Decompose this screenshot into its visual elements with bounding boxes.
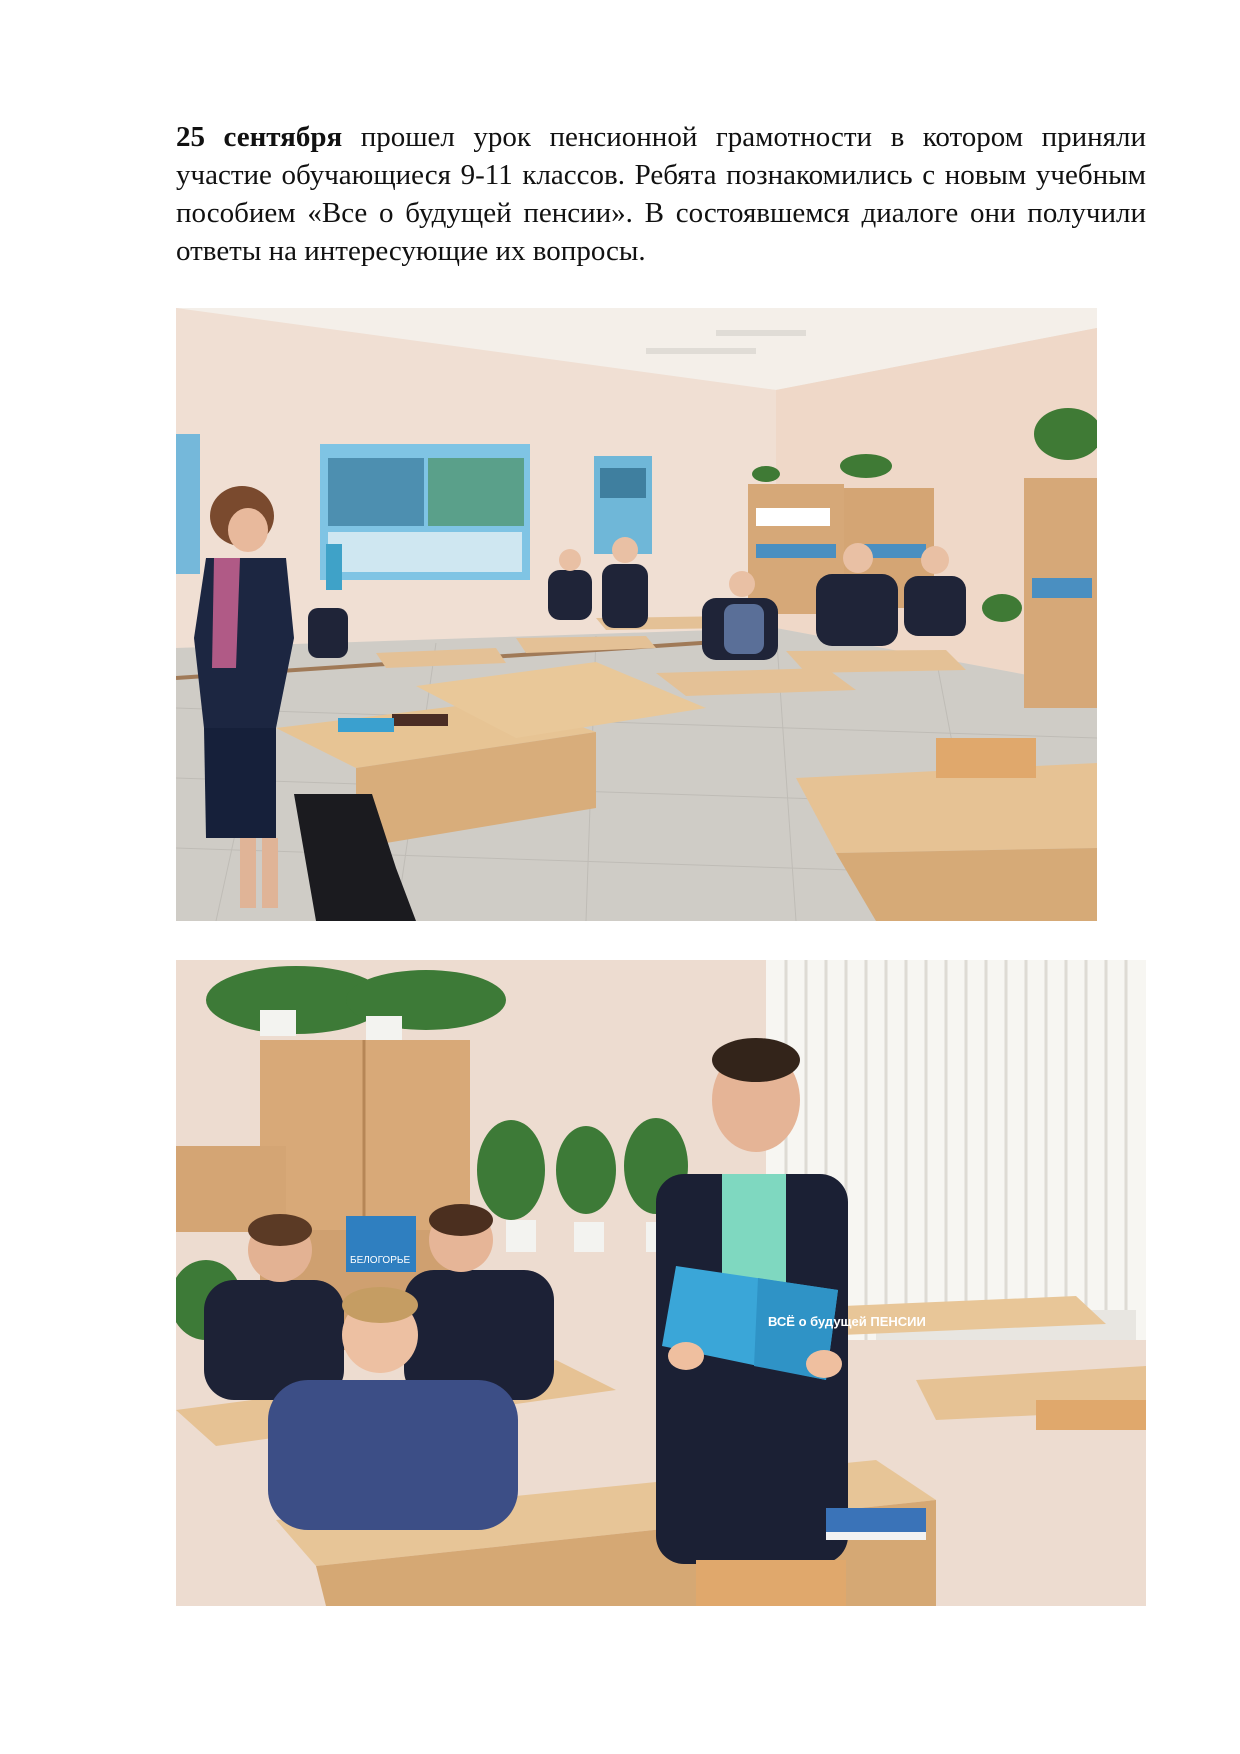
report-paragraph <box>176 118 1146 270</box>
classroom-photo-teacher-image <box>176 308 1097 921</box>
date-bold: 25 сентября <box>176 121 343 153</box>
classroom-photo-teacher <box>176 308 1097 921</box>
student-reading-booklet-photo <box>176 960 1146 1606</box>
booklet-title: ВСЁ о будущей ПЕНСИИ <box>768 1314 926 1329</box>
box-label: БЕЛОГОРЬЕ <box>350 1255 411 1266</box>
student-reading-booklet-image <box>176 960 1146 1606</box>
paragraph-body: прошел урок пенсионной грамотности в котором приняли участие обучающиеся 9-11 классов. Ребята познакомились с новым учебным пособием «Все о будущей пенсии». В состоявшемся диалоге они получили ответы на интересующие их вопросы. <box>176 121 1146 267</box>
